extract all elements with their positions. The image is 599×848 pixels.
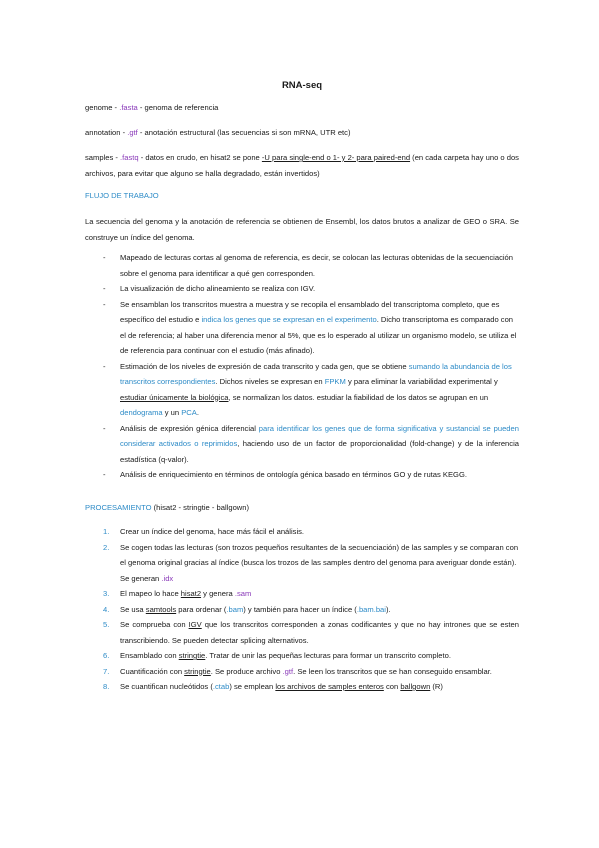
list-item (103, 297, 519, 359)
annotation-desc: - anotación estructural (las secuencias si son mRNA, UTR etc) (137, 128, 351, 137)
tool-name: stringtie (178, 651, 206, 660)
list-item-text: , haciendo uso de un factor de proporcionalidad (fold-change) y de la inferencia estadística (q-valor). (120, 439, 519, 464)
proc-heading-tools: (hisat2 - stringtie - ballgown) (151, 503, 250, 512)
list-item-text: Ensamblado con (120, 651, 179, 660)
file-ext: .bam (226, 604, 244, 614)
highlight-text: para identificar los genes que de forma significativa y sustancial se pueden considerar activados o reprimidos (120, 423, 519, 448)
samples-desc: - datos en crudo, en hisat2 se pone (138, 153, 262, 162)
highlight-text: indica los genes que se expresan en el experimento (201, 315, 377, 324)
tool-name: ballgown (400, 682, 431, 691)
list-item-text: Se comprueba con (120, 620, 189, 629)
list-item-text: . (196, 408, 199, 417)
list-item (103, 648, 519, 664)
highlight-text: dendograma (120, 408, 163, 417)
list-item-text: . Dicho transcriptoma es comparado con el de referencia; al haber una diferencia menor al 5%, que es lo esperado al utilizar un organismo modelo, se utiliza el de referencia para continuar con el estudio (más afinado). (120, 315, 517, 355)
list-item-text: con (383, 682, 401, 691)
underlined-text: estudiar únicamente la biológica (120, 392, 229, 402)
highlight-text: sumando la abundancia de los transcritos correspondientes (120, 361, 512, 386)
list-item-text: . Se leen los transcritos que se han conseguido ensamblar. (293, 666, 492, 676)
samples-label: samples - (85, 153, 121, 162)
list-item-text: . Se produce archivo (210, 666, 283, 676)
tool-name: IGV (188, 620, 202, 629)
list-item-text: ) se emplean (229, 682, 276, 691)
highlight-text: FPKM (324, 377, 346, 386)
flujo-intro: La secuencia del genoma y la anotación de referencia se obtienen de Ensembl, los datos brutos a analizar de GEO o SRA. Se construye un índice del genoma. (85, 217, 519, 242)
file-ext: .sam (234, 589, 252, 598)
samples-underlined: -U para single-end o 1- y 2- para paired-end (261, 153, 411, 162)
list-number: 7. (103, 666, 110, 676)
list-item-text: que los transcritos corresponden a zonas codificantes y que no hay intrones que se esten transcribiendo. Se pueden detectar splicing alternativos. (120, 620, 519, 645)
list-item-text: (R) (430, 682, 443, 691)
proc-heading: PROCESAMIENTO (85, 503, 152, 512)
list-item-text: Se cuantifican nucleótidos ( (120, 682, 213, 691)
list-item-text: y un (162, 408, 182, 417)
list-item-text: y genera (201, 589, 235, 598)
list-item (103, 617, 519, 648)
file-ext: .bam.bai (356, 604, 386, 614)
list-item (103, 540, 519, 587)
list-number: 1. (103, 527, 110, 536)
list-item (103, 679, 519, 695)
samples-line (85, 150, 519, 181)
list-item-text: El mapeo lo hace (120, 589, 181, 598)
file-ext: .idx (161, 573, 174, 583)
file-ext: .gtf (282, 666, 294, 676)
list-item-text: y para eliminar la variabilidad experimental y (345, 377, 498, 386)
genome-line (85, 100, 519, 116)
annotation-label: annotation - (85, 128, 128, 137)
page-title: RNA-seq (281, 80, 323, 91)
underlined-text: los archivos de samples enteros (275, 682, 384, 691)
samples-note: (en cada carpeta hay uno o dos archivos, para evitar que alguno se halla degradado, están invertidos) (85, 153, 519, 178)
list-number: 6. (103, 651, 110, 660)
list-item-text: Crear un índice del genoma, hace más fácil el análisis. (120, 527, 305, 536)
proc-heading-line (85, 500, 519, 516)
list-item (103, 586, 519, 602)
list-item-text: . Dichos niveles se expresan en (215, 377, 325, 386)
list-item-text: Se usa (120, 604, 146, 614)
list-item (103, 359, 519, 421)
list-item-text: Estimación de los niveles de expresión de cada transcrito y cada gen, que se obtiene (120, 361, 409, 371)
file-ext: .ctab (212, 682, 230, 691)
list-number: 4. (103, 604, 110, 614)
tool-name: stringtie (184, 666, 211, 676)
list-item-text: Se cogen todas las lecturas (son trozos pequeños resultantes de la secuenciación) de las samples y se comparan con el genoma original gracias al índice (busca los trozos de las samples dentro del genoma para averiguar donde están). Se generan (120, 542, 519, 583)
tool-name: samtools (145, 604, 177, 614)
list-number: 3. (103, 589, 110, 598)
list-item-text: Análisis de expresión génica diferencial (120, 423, 259, 433)
flujo-heading: FLUJO DE TRABAJO (85, 191, 159, 200)
flujo-list (103, 250, 519, 483)
list-item-text: . Tratar de unir las pequeñas lecturas para formar un transcrito completo. (205, 651, 451, 660)
samples-ext: .fastq (120, 153, 139, 162)
list-item-text: Análisis de enriquecimiento en términos de ontología génica basado en términos GO y de rutas KEGG. (120, 470, 467, 479)
list-number: 8. (103, 682, 110, 691)
list-item-text: Se ensamblan los transcritos muestra a muestra y se recopila el ensamblado del transcriptoma completo, que es específico del estudio e (120, 299, 500, 324)
list-item (103, 421, 519, 468)
list-item-text: Cuantificación con (120, 666, 185, 676)
list-item-text: ) y también para hacer un índice ( (243, 604, 357, 614)
annotation-ext: .gtf (127, 128, 138, 137)
list-item-text: La visualización de dicho alineamiento se realiza con IGV. (120, 284, 316, 293)
list-item (103, 250, 519, 281)
list-number: 5. (103, 620, 110, 629)
list-item-text: , se normalizan los datos. estudiar la fiabilidad de los datos se agrupan en un (228, 392, 489, 402)
proc-list (103, 524, 519, 695)
highlight-text: PCA (181, 408, 197, 417)
list-item (103, 524, 519, 540)
list-item (103, 602, 519, 618)
genome-label: genome - (85, 103, 120, 112)
list-item-text: para ordenar ( (176, 604, 227, 614)
tool-name: hisat2 (180, 589, 202, 598)
annotation-line (85, 125, 519, 141)
list-item (103, 664, 519, 680)
genome-desc: - genoma de referencia (137, 103, 219, 112)
list-item (103, 281, 519, 297)
list-item-text: ). (385, 604, 391, 614)
genome-ext: .fasta (119, 103, 138, 112)
list-item-text: Mapeado de lecturas cortas al genoma de referencia, es decir, se colocan las lecturas obtenidas de la secuenciación sobre el genoma para identificar a qué gen corresponden. (120, 253, 513, 278)
list-number: 2. (103, 542, 110, 552)
list-item (103, 467, 519, 483)
